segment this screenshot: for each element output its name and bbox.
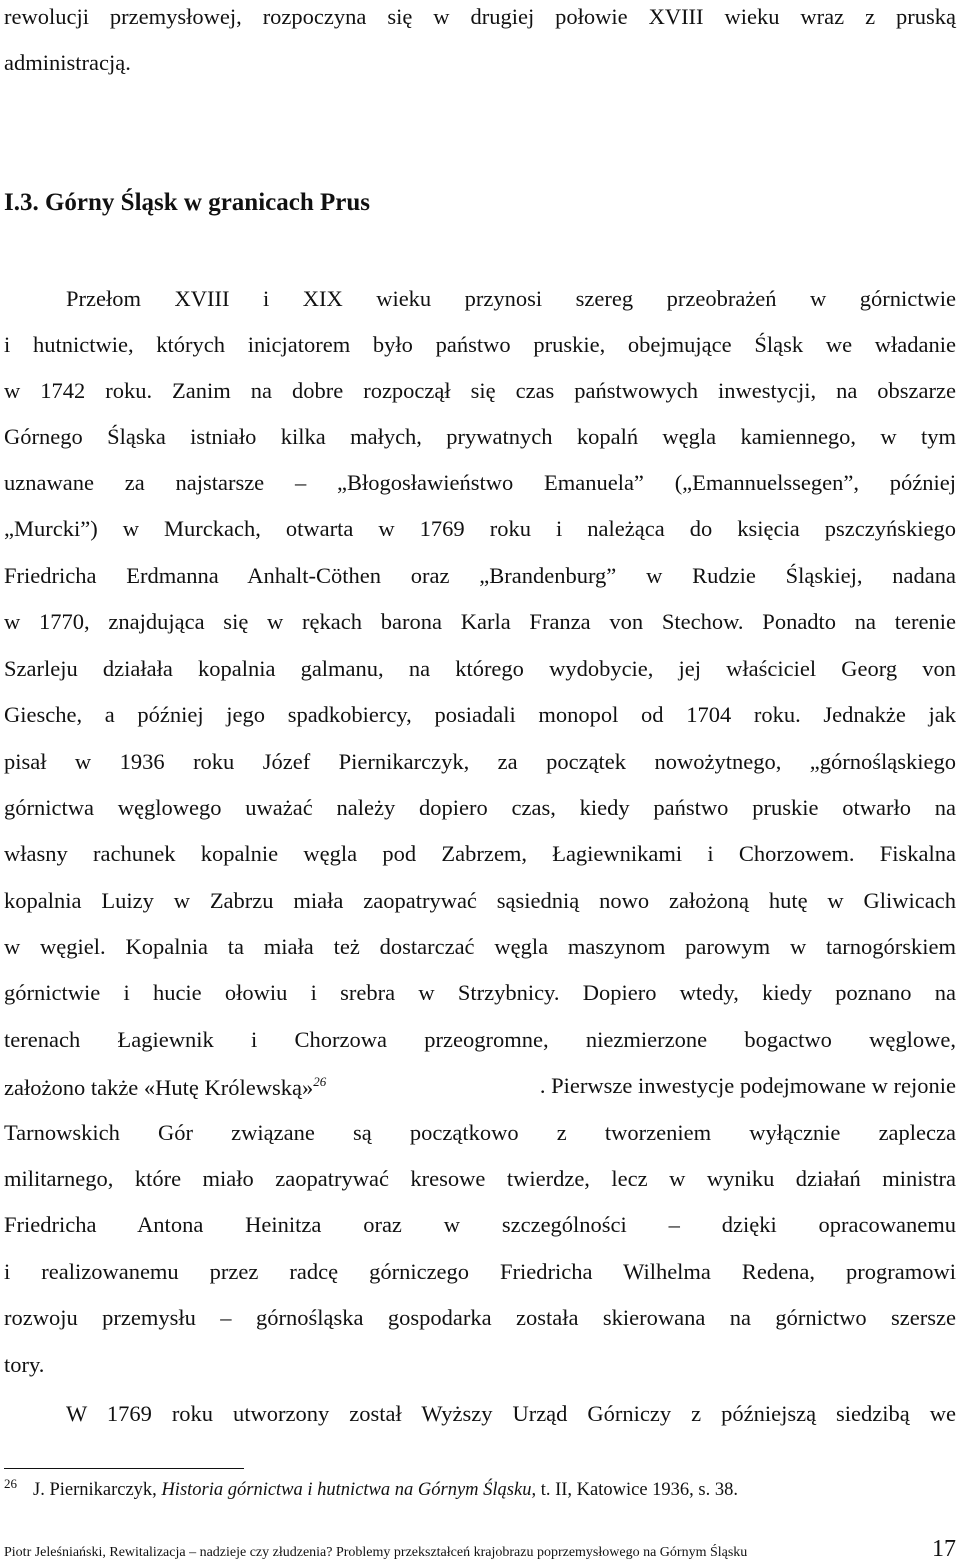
footnote-number: 26	[4, 1476, 17, 1491]
text-line: administracją.	[4, 50, 131, 75]
text-line	[4, 1075, 956, 1100]
text-line: w 1770, znajdująca się w rękach barona Karla Franza von Stechow. Ponadto na terenie	[4, 609, 956, 634]
footnote-author: J. Piernikarczyk,	[33, 1480, 162, 1500]
footnote-title: Historia górnictwa i hutnictwa na Górnym Śląsku	[161, 1480, 532, 1500]
text-line: i hutnictwie, których inicjatorem było państwo pruskie, obejmujące Śląsk we władanie	[4, 332, 956, 357]
text-line: Friedricha Erdmanna Anhalt-Cöthen oraz „Brandenburg” w Rudzie Śląskiej, nadana	[4, 563, 956, 588]
text-line: terenach Łagiewnik i Chorzowa przeogromne, niezmierzone bogactwo węglowe,	[4, 1027, 956, 1052]
footnote-ref[interactable]: 26	[313, 1074, 327, 1089]
text-line: górnictwie i hucie ołowiu i srebra w Strzybnicy. Dopiero wtedy, kiedy poznano na	[4, 980, 956, 1005]
text-line: Giesche, a później jego spadkobiercy, posiadali monopol od 1704 roku. Jednakże jak	[4, 702, 956, 727]
footer-text: Piotr Jeleśniański, Rewitalizacja – nadzieje czy złudzenia? Problemy przekształceń krajobrazu poprzemysłowego na Górnym Śląsku	[4, 1545, 748, 1560]
text-fragment: . Pierwsze inwestycje podejmowane w rejonie	[539, 1073, 956, 1098]
text-line: Tarnowskich Gór związane są początkowo z tworzeniem wyłącznie zaplecza	[4, 1120, 956, 1145]
text-line: „Murcki”) w Murckach, otwarta w 1769 roku i należąca do księcia pszczyńskiego	[4, 516, 956, 541]
footnote	[4, 1476, 738, 1501]
text-line: Friedricha Antona Heinitza oraz w szczególności – dzięki opracowanemu	[4, 1212, 956, 1237]
text-line: rewolucji przemysłowej, rozpoczyna się w drugiej połowie XVIII wieku wraz z pruską	[4, 4, 956, 29]
text-line: W 1769 roku utworzony został Wyższy Urząd Górniczy z późniejszą siedzibą we	[66, 1401, 956, 1426]
text-fragment: założono także «Hutę Królewską»$^{26}$	[4, 1074, 327, 1100]
page-footer	[4, 1536, 956, 1563]
text-line: tory.	[4, 1352, 45, 1377]
text-line: militarnego, które miało zaopatrywać kresowe twierdze, lecz w wyniku działań ministra	[4, 1166, 956, 1191]
text-line: kopalnia Luizy w Zabrzu miała zaopatrywać sąsiednią nowo założoną hutę w Gliwicach	[4, 888, 956, 913]
text-line: własny rachunek kopalnie węgla pod Zabrzem, Łagiewnikami i Chorzowem. Fiskalna	[4, 841, 956, 866]
text-line: w 1742 roku. Zanim na dobre rozpoczął się czas państwowych inwestycji, na obszarze	[4, 378, 956, 403]
section-heading: I.3. Górny Śląsk w granicach Prus	[4, 189, 371, 216]
text-line: w węgiel. Kopalnia ta miała też dostarczać węgla maszynom parowym w tarnogórskiem	[4, 934, 956, 959]
text-line: górnictwa węglowego uważać należy dopiero czas, kiedy państwo pruskie otwarło na	[4, 795, 956, 820]
text-line: Szarleju działała kopalnia galmanu, na którego wydobycie, jej właściciel Georg von	[4, 656, 956, 681]
text-line: Górnego Śląska istniało kilka małych, prywatnych kopalń węgla kamiennego, w tym	[4, 424, 956, 449]
text-line: uznawane za najstarsze – „Błogosławieństwo Emanuela” („Emannuelssegen”, później	[4, 470, 956, 495]
page-number: 17	[932, 1536, 956, 1562]
text-line: rozwoju przemysłu – górnośląska gospodarka została skierowana na górnictwo szersze	[4, 1305, 956, 1330]
footnote-rest: , t. II, Katowice 1936, s. 38.	[531, 1480, 738, 1500]
text-line: Przełom XVIII i XIX wieku przynosi szereg przeobrażeń w górnictwie	[66, 286, 956, 311]
text-line: i realizowanemu przez radcę górniczego Friedricha Wilhelma Redena, programowi	[4, 1259, 956, 1284]
footnote-divider	[4, 1468, 244, 1469]
text-line: pisał w 1936 roku Józef Piernikarczyk, za początek nowożytnego, „górnośląskiego	[4, 749, 956, 774]
